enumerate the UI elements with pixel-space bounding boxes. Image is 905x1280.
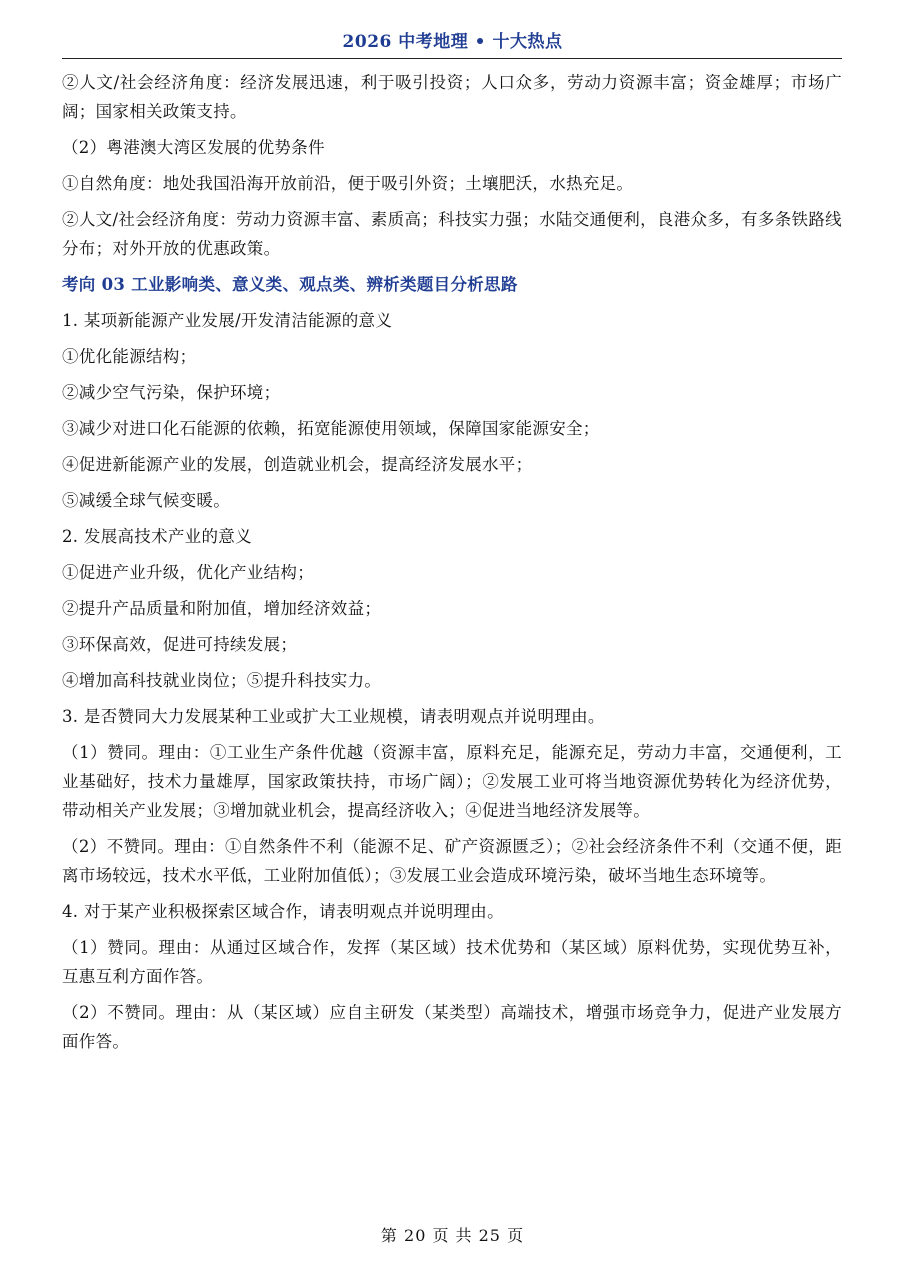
paragraph-gba-advantages-heading: （2）粤港澳大湾区发展的优势条件 — [62, 138, 325, 157]
question-3-agree: （1）赞同。理由：①工业生产条件优越（资源丰富，原料充足，能源充足，劳动力丰富，交通便利，工业基础好，技术力量雄厚，国家政策扶持，市场广阔）；②发展工业可将当地资源优势转化为经济优势，带动相关产业发展；③增加就业机会，提高经济收入；④促进当地经济发展等。 — [62, 743, 842, 820]
paragraph-dawan-humanities-continued: ②人文/社会经济角度：经济发展迅速，利于吸引投资；人口众多，劳动力资源丰富；资金雄厚；市场广阔；国家相关政策支持。 — [62, 73, 842, 121]
header-divider — [62, 58, 842, 59]
question-4-agree: （1）赞同。理由：从通过区域合作，发挥（某区域）技术优势和（某区域）原料优势，实现优势互补，互惠互利方面作答。 — [62, 938, 842, 986]
question-4-disagree: （2）不赞同。理由：从（某区域）应自主研发（某类型）高端技术，增强市场竞争力，促进产业发展方面作答。 — [62, 1003, 842, 1051]
question-1-point-5: ⑤减缓全球气候变暖。 — [62, 491, 230, 510]
question-2-point-4-5: ④增加高科技就业岗位；⑤提升科技实力。 — [62, 671, 382, 690]
question-2-point-1: ①促进产业升级，优化产业结构； — [62, 563, 314, 582]
page-number-footer: 第 20 页 共 25 页 — [380, 1226, 525, 1245]
document-body — [62, 68, 842, 1056]
question-1-point-2: ②减少空气污染，保护环境； — [62, 383, 281, 402]
question-3-disagree: （2）不赞同。理由：①自然条件不利（能源不足、矿产资源匮乏）；②社会经济条件不利（交通不便，距离市场较远，技术水平低，工业附加值低）；③发展工业会造成环境污染，破坏当地生态环境等。 — [62, 837, 842, 885]
question-3-heading: 3. 是否赞同大力发展某种工业或扩大工业规模，请表明观点并说明理由。 — [62, 707, 605, 726]
question-2-point-3: ③环保高效，促进可持续发展； — [62, 635, 298, 654]
question-2-point-2: ②提升产品质量和附加值，增加经济效益； — [62, 599, 382, 618]
section-heading-kaoxiang-03: 考向 03 工业影响类、意义类、观点类、辨析类题目分析思路 — [62, 275, 518, 294]
document-header-title: 2026 中考地理 • 十大热点 — [342, 32, 563, 52]
question-4-heading: 4. 对于某产业积极探索区域合作，请表明观点并说明理由。 — [62, 902, 504, 921]
question-1-point-1: ①优化能源结构； — [62, 347, 197, 366]
paragraph-gba-natural: ①自然角度：地处我国沿海开放前沿，便于吸引外资；土壤肥沃，水热充足。 — [62, 174, 634, 193]
question-1-heading: 1. 某项新能源产业发展/开发清洁能源的意义 — [62, 311, 393, 330]
question-1-point-3: ③减少对进口化石能源的依赖，拓宽能源使用领域，保障国家能源安全； — [62, 419, 600, 438]
question-1-point-4: ④促进新能源产业的发展，创造就业机会，提高经济发展水平； — [62, 455, 533, 474]
paragraph-gba-humanities: ②人文/社会经济角度：劳动力资源丰富、素质高；科技实力强；水陆交通便利，良港众多，有多条铁路线分布；对外开放的优惠政策。 — [62, 210, 842, 258]
question-2-heading: 2. 发展高技术产业的意义 — [62, 527, 252, 546]
